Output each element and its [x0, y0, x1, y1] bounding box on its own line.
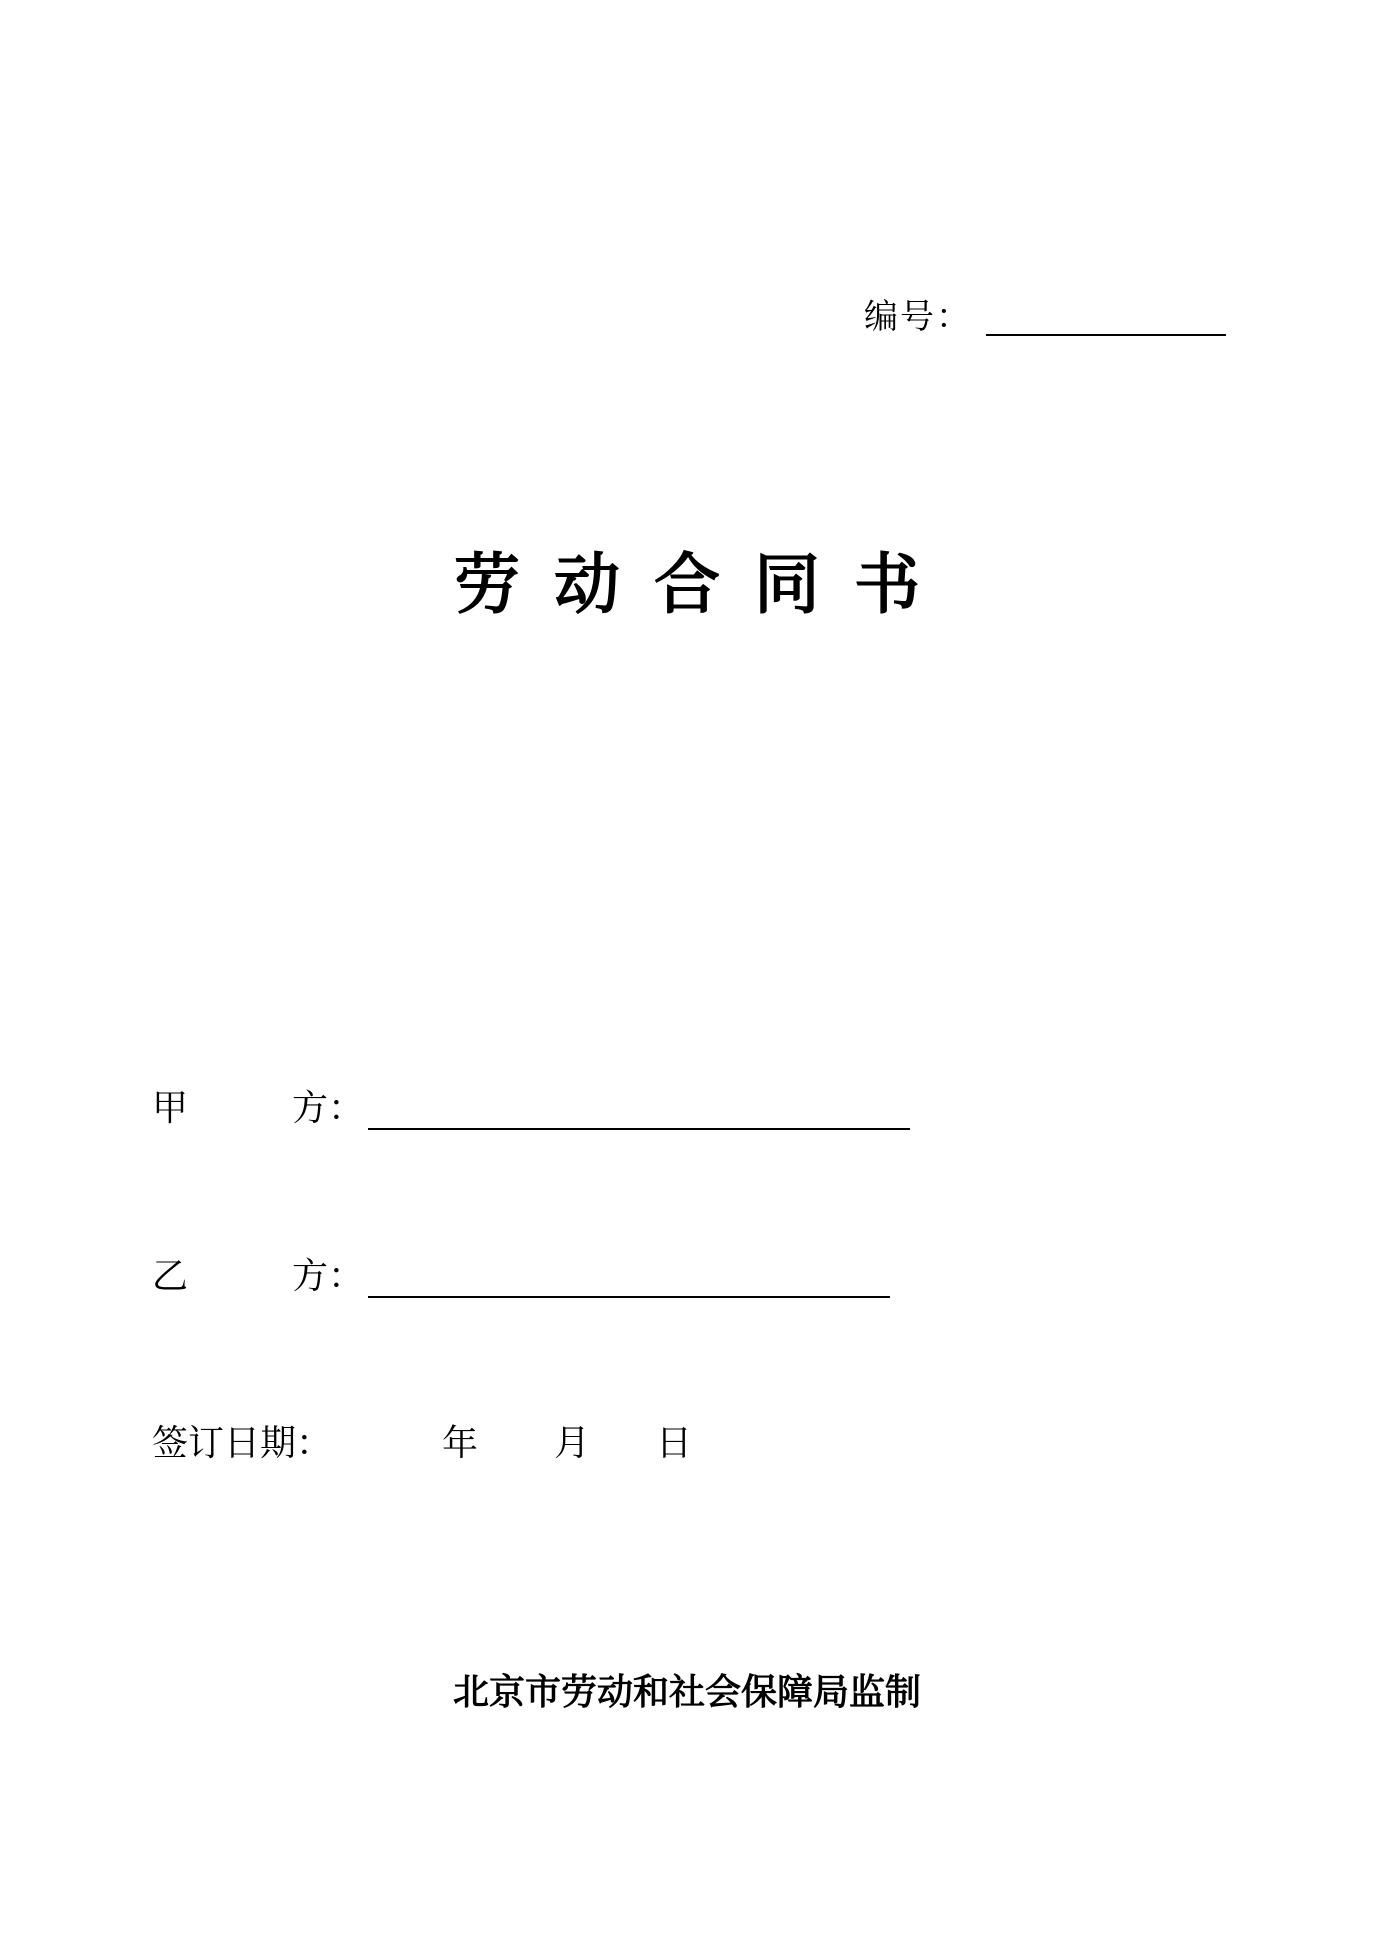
month-unit-label: 月	[554, 1423, 591, 1464]
supervisor-footer: 北京市劳动和社会保障局监制	[452, 1672, 921, 1713]
party-a-blank-line[interactable]	[368, 1088, 910, 1130]
signing-date-label: 签订日期：	[152, 1423, 333, 1464]
party-b-label-suffix: 方：	[292, 1256, 365, 1297]
document-title: 劳动合同书	[454, 546, 954, 623]
serial-number-blank-line[interactable]	[986, 294, 1226, 336]
year-unit-label: 年	[442, 1423, 479, 1464]
signing-date-field	[152, 1415, 716, 1467]
serial-number-label: 编号：	[864, 297, 972, 337]
party-b-label: 乙	[152, 1256, 189, 1297]
party-b-blank-line[interactable]	[368, 1256, 890, 1298]
party-b-field	[152, 1248, 890, 1300]
serial-number-field	[864, 288, 1226, 338]
party-a-label: 甲	[152, 1088, 189, 1129]
party-a-field	[152, 1080, 910, 1132]
day-unit-label: 日	[656, 1423, 693, 1464]
party-a-label-suffix: 方：	[292, 1088, 365, 1129]
